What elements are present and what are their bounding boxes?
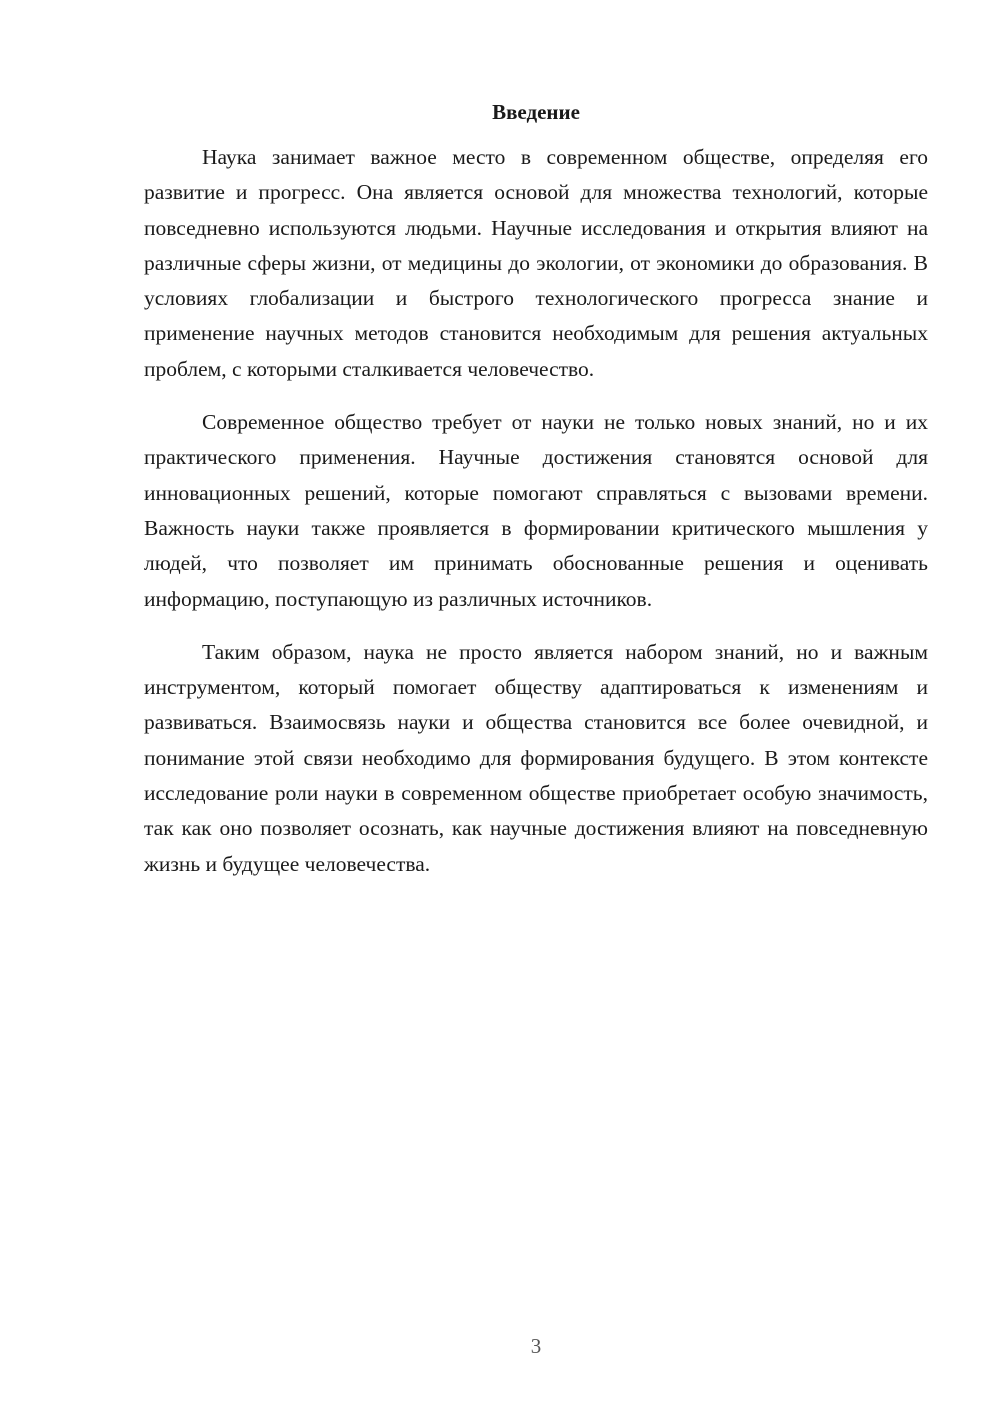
- page-number: 3: [530, 1334, 542, 1358]
- paragraph-2: Современное общество требует от науки не только новых знаний, но и их практического применения. Научные достижения становятся основой для инновационных решений, которые помогают справляться с вызовами времени. Важность науки также проявляется в формировании критического мышления у людей, что позволяет им принимать обоснованные решения и оценивать информацию, поступающую из различных источников.: [144, 410, 928, 611]
- paragraph-3: Таким образом, наука не просто является набором знаний, но и важным инструментом, который помогает обществу адаптироваться к изменениям и развиваться. Взаимосвязь науки и общества становится все более очевидной, и понимание этой связи необходимо для формирования будущего. В этом контексте исследование роли науки в современном обществе приобретает особую значимость, так как оно позволяет осознать, как научные достижения влияют на повседневную жизнь и будущее человечества.: [144, 639, 928, 876]
- section-heading: Введение: [492, 100, 580, 124]
- page-body: [144, 96, 928, 900]
- paragraph-1: Наука занимает важное место в современном обществе, определяя его развитие и прогресс. Она является основой для множества технологий, которые повседневно используются людьми. Научные исследования и открытия влияют на различные сферы жизни, от медицины до экологии, от экономики до образования. В условиях глобализации и быстрого технологического прогресса знание и применение научных методов становится необходимым для решения актуальных проблем, с которыми сталкивается человечество.: [144, 145, 928, 381]
